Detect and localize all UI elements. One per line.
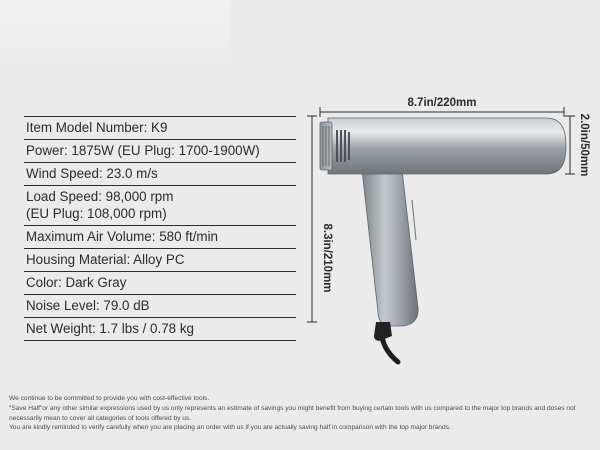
product-illustration	[300, 90, 600, 380]
spec-row-power	[24, 140, 296, 163]
width-dimension	[320, 97, 564, 117]
dryer-handle	[362, 170, 418, 326]
spec-text: Load Speed: 98,000 rpm	[26, 189, 174, 204]
spec-text: Noise Level: 79.0 dB	[26, 298, 150, 313]
spec-text: Housing Material: Alloy PC	[26, 252, 185, 267]
spec-row-air-volume	[24, 226, 296, 249]
disclaimer-line: You are kindly reminded to verify carefully when you are placing an order with us if you are actually saving half in comparison with the top major brands.	[9, 424, 451, 432]
cord-loop	[374, 322, 392, 341]
diameter-dimension	[565, 114, 590, 177]
width-dimension-label: 8.7in/220mm	[407, 97, 477, 109]
spec-row-housing	[24, 249, 296, 272]
spec-text: Color: Dark Gray	[26, 275, 127, 290]
disclaimer-line: We continue to be committed to provide you with cost-effective tools.	[9, 395, 210, 402]
spec-text: Net Weight: 1.7 lbs / 0.78 kg	[26, 321, 194, 336]
height-dimension-label: 8.3in/210mm	[321, 223, 333, 293]
spec-text: Power: 1875W (EU Plug: 1700-1900W)	[26, 143, 260, 158]
spec-text: Item Model Number: K9	[26, 120, 168, 135]
top-background-band	[0, 0, 230, 70]
disclaimer-line: "Save Half"or any other similar expressions used by us only represents an estimate of savings you might benefit from buying certain tools with us compared to the major top brands and doses not necessarily mean to cover all categories of tools offered by us.	[9, 404, 576, 422]
spec-row-load-speed	[24, 186, 296, 226]
handle-switch	[412, 200, 416, 240]
spec-row-noise	[24, 295, 296, 318]
hair-dryer-diagram	[300, 90, 600, 380]
diameter-dimension-label: 2.0in/50mm	[578, 113, 590, 177]
spec-row-wind-speed	[24, 163, 296, 186]
spec-text: Wind Speed: 23.0 m/s	[26, 166, 158, 181]
spec-text-secondary: (EU Plug: 108,000 rpm)	[26, 206, 167, 221]
spec-text: Maximum Air Volume: 580 ft/min	[26, 229, 218, 244]
spec-row-color	[24, 272, 296, 295]
dryer-barrel	[328, 118, 566, 174]
spec-row-model	[24, 117, 296, 140]
disclaimer-footer	[9, 394, 593, 433]
spec-row-weight	[24, 318, 296, 341]
spec-table	[24, 116, 296, 341]
